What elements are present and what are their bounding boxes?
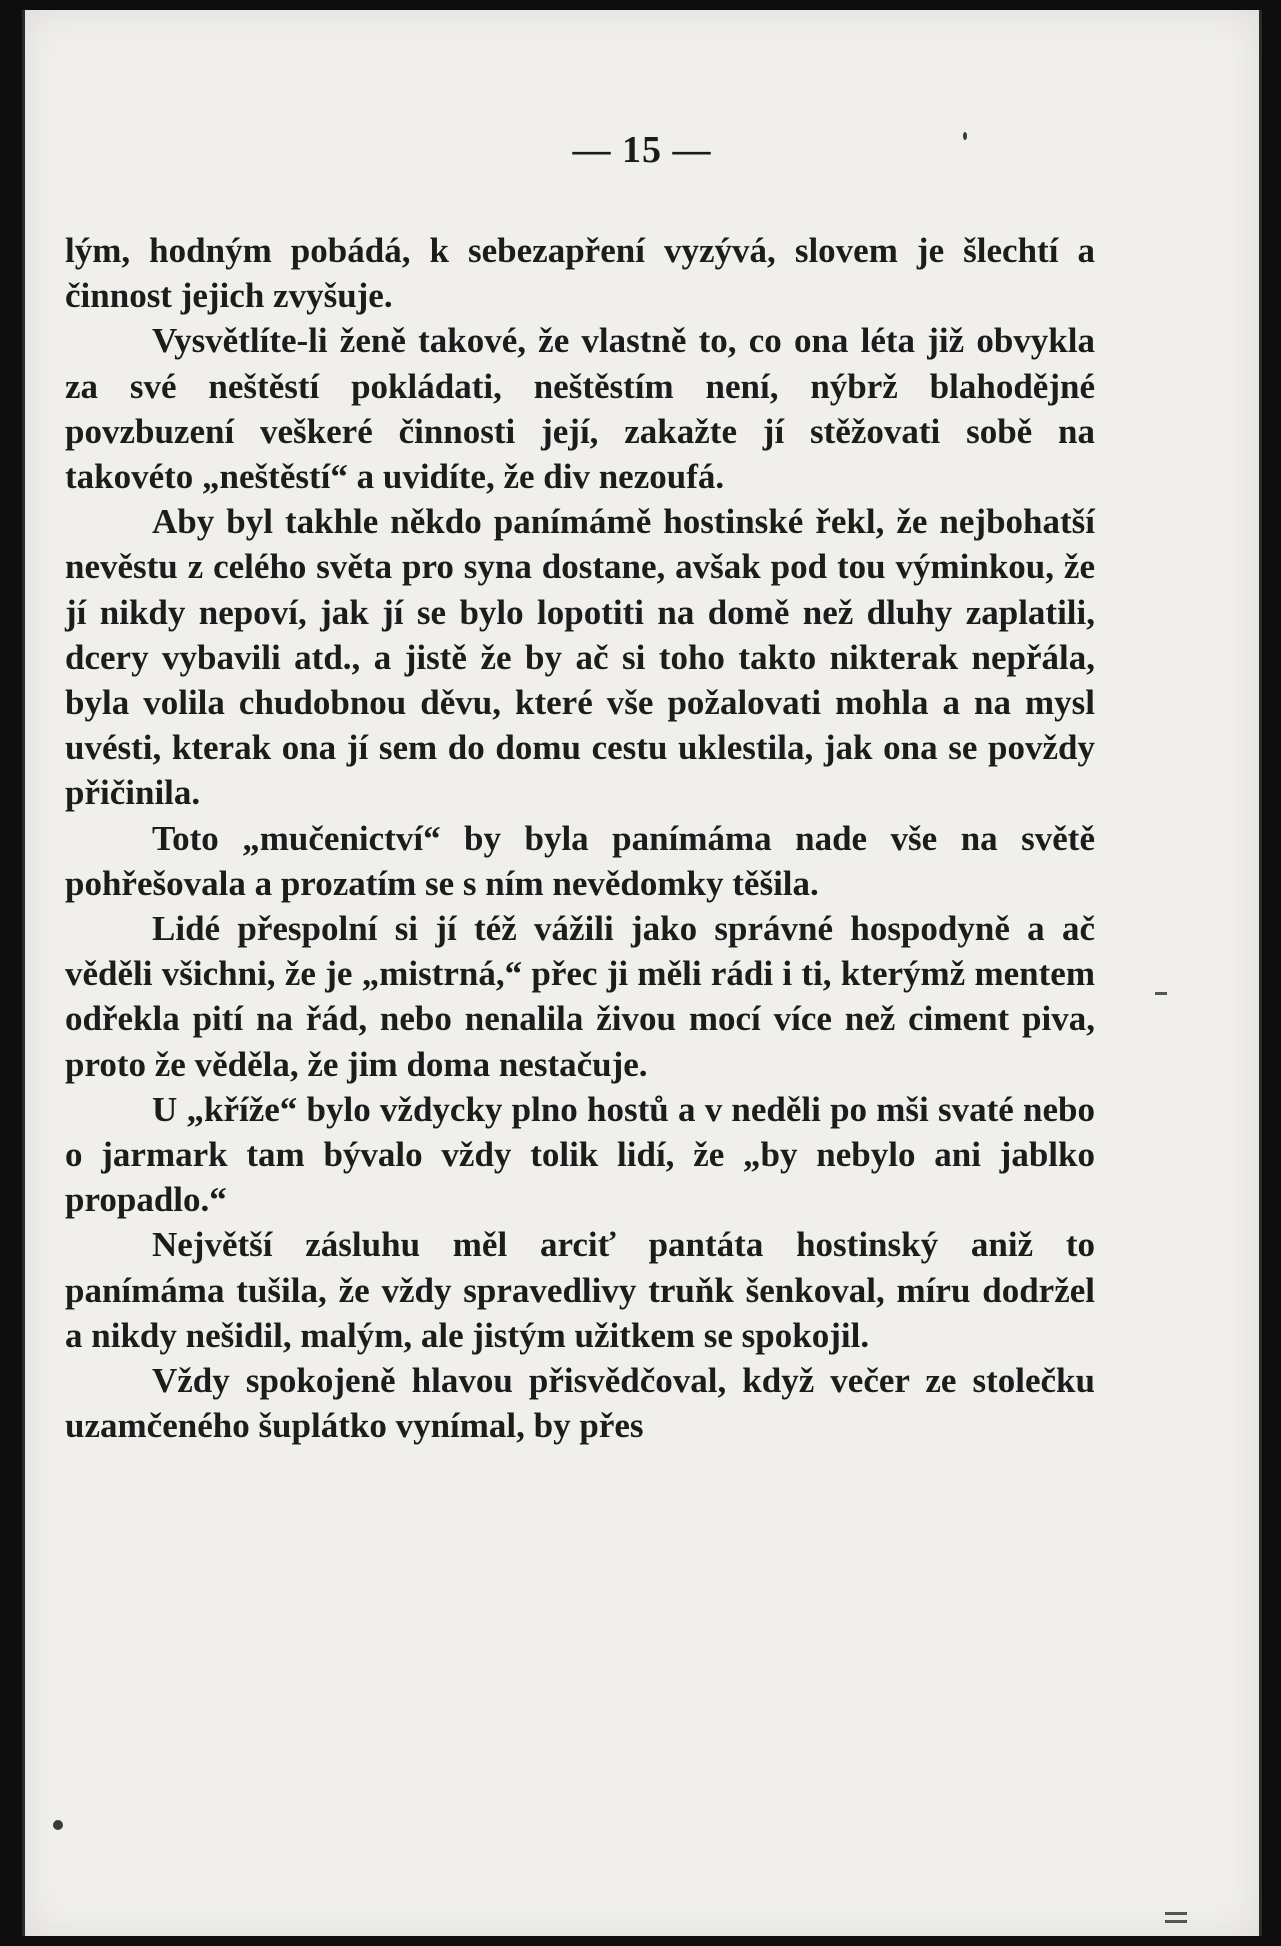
paragraph: Vysvětlíte-li ženě takové, že vlastně to, co ona léta již obvykla za své neštěstí pokládati, neštěstím není, nýbrž blahodějné povzbuzení veškeré činnosti její, zakažte jí stěžovati sobě na takovéto „neštěstí“ a uvidíte, že div nezoufá.: [65, 321, 1095, 497]
ink-speck: [963, 132, 967, 140]
book-page: [22, 10, 1262, 1936]
edge-mark: [1155, 992, 1167, 995]
page-body: [65, 228, 1095, 1448]
paragraph: lým, hodným pobádá, k sebezapření vyzývá, slovem je šlechtí a činnost jejich zvyšuje.: [65, 231, 1095, 316]
paragraph: Lidé přespolní si jí též vážili jako správné hospodyně a ač věděli všichni, že je „mistrná,“ přec ji měli rádi i ti, kterýmž mentem odřekla pití na řád, nebo nenalila živou mocí více než ciment piva, proto že věděla, že jim doma nestačuje.: [65, 909, 1095, 1084]
ink-speck: [53, 1820, 63, 1830]
paragraph: U „kříže“ bylo vždycky plno hostů a v neděli po mši svaté nebo o jarmark tam bývalo vždy tolik lidí, že „by nebylo ani jablko propadlo.“: [65, 1089, 1095, 1220]
paragraph: Aby byl takhle někdo panímámě hostinské řekl, že nejbohatší nevěstu z celého světa pro syna dostane, avšak pod tou výminkou, že jí nikdy nepoví, jak jí se bylo lopotiti na domě než dluhy zaplatili, dcery vybavili atd., a jistě že by ač si toho takto nikterak nepřála, byla volila chudobnou děvu, které vše požalovati mohla a na mysl uvésti, kterak ona jí sem do domu cestu uklestila, jak ona se povždy přičinila.: [65, 502, 1095, 813]
edge-mark: [1165, 1920, 1187, 1923]
paragraph: Toto „mučenictví“ by byla panímáma nade vše na světě pohřešovala a prozatím se s ním nevědomky těšila.: [65, 818, 1095, 903]
edge-mark: [1165, 1912, 1187, 1915]
paragraph: Vždy spokojeně hlavou přisvědčoval, když večer ze stolečku uzamčeného šuplátko vynímal, by přes: [65, 1361, 1095, 1446]
paragraph: Největší zásluhu měl arciť pantáta hostinský aniž to panímáma tušila, že vždy spravedlivy truňk šenkoval, míru dodržel a nikdy nešidil, malým, ale jistým užitkem se spokojil.: [65, 1225, 1095, 1355]
page-number: — 15 —: [572, 129, 712, 171]
